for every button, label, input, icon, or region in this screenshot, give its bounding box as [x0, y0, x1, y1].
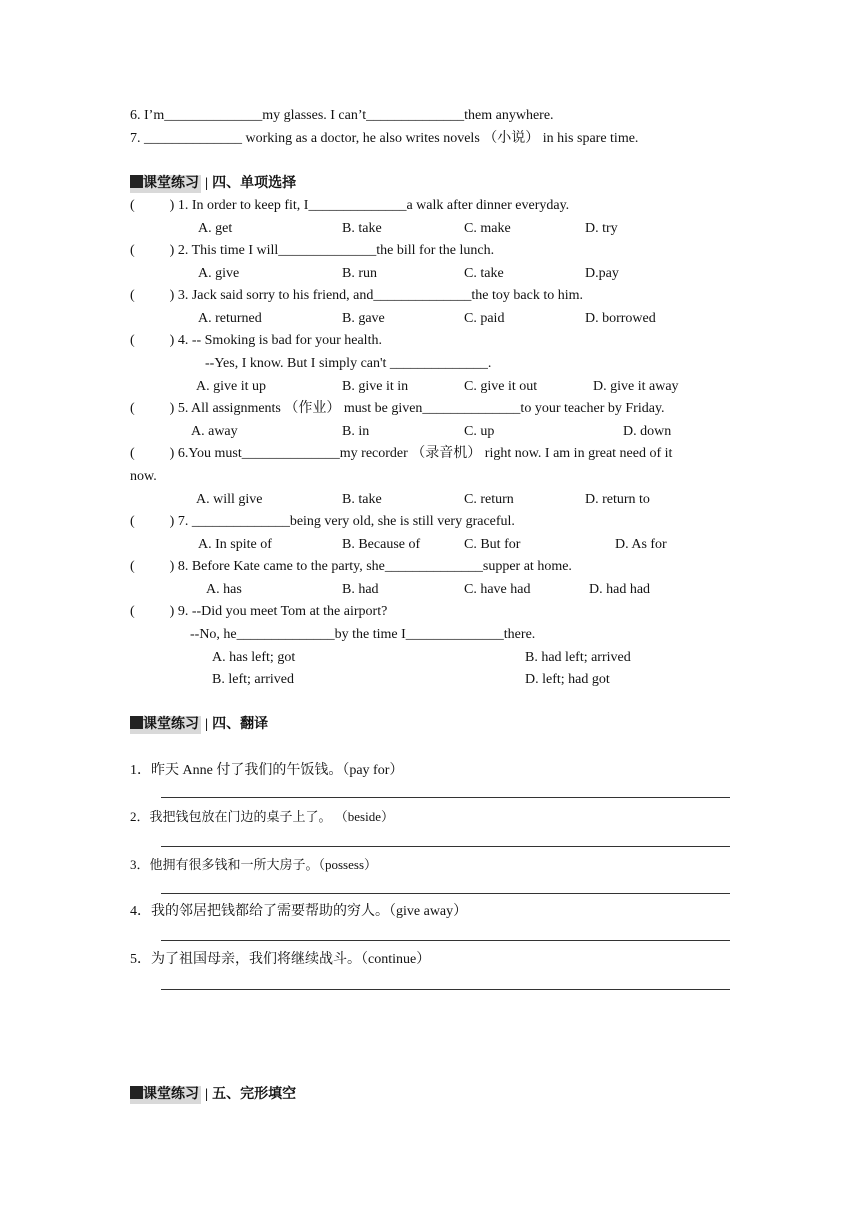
option-c: C. paid: [464, 311, 505, 326]
question-stem-continued: --Yes, I know. But I simply can't ______________.: [205, 356, 492, 371]
option-b: B. take: [342, 221, 382, 236]
translation-item-1: 1．昨天 Anne 付了我们的午饭钱。（pay for）: [130, 763, 404, 778]
option-b: B. gave: [342, 311, 385, 326]
translation-item-4: 4．我的邻居把钱都给了需要帮助的穷人。（give away）: [130, 904, 468, 919]
section-tag: [130, 175, 201, 193]
section-title: 五、完形填空: [212, 1087, 297, 1102]
option-a: A. get: [198, 221, 233, 236]
translation-item-5: 5．为了祖国母亲，我们将继续战斗。（continue）: [130, 952, 431, 967]
option-d: D. try: [585, 221, 618, 236]
section-tag-label: 课堂练习: [143, 176, 199, 191]
answer-line[interactable]: [161, 797, 730, 798]
section-header-cloze: [130, 1086, 296, 1104]
question-stem: ( ) 1. In order to keep fit, I______________a walk after dinner everyday.: [130, 198, 570, 213]
option-a: A. has: [206, 582, 242, 597]
option-d: D. had had: [589, 582, 651, 597]
option-a: A. In spite of: [198, 537, 272, 552]
option-b: B. Because of: [342, 537, 421, 552]
square-bullet-icon: [130, 1086, 143, 1099]
option-c: C. take: [464, 266, 504, 281]
question-stem: ( ) 5. All assignments （作业） must be given______________to your teacher by Friday.: [130, 401, 665, 416]
section-title: 四、单项选择: [212, 176, 297, 191]
option-a: A. give it up: [196, 379, 266, 394]
option-d: D. return to: [585, 492, 650, 507]
square-bullet-icon: [130, 716, 143, 729]
section-header-single-choice: [130, 175, 296, 193]
option-b: B. had: [342, 582, 379, 597]
option-a: A. will give: [196, 492, 263, 507]
question-stem: ( ) 9. --Did you meet Tom at the airport?: [130, 604, 388, 619]
option-c: C. make: [464, 221, 511, 236]
section-separator: |: [205, 717, 209, 732]
fill-in-item-6: 6. I’m______________my glasses. I can’t______________them anywhere.: [130, 108, 554, 123]
option-c: C. But for: [464, 537, 521, 552]
option-c: C. return: [464, 492, 514, 507]
option-d: D. down: [623, 424, 672, 439]
option-d: D. As for: [615, 537, 667, 552]
question-stem: ( ) 6.You must______________my recorder （录音机） right now. I am in great need of it: [130, 446, 673, 461]
option-a: A. away: [191, 424, 238, 439]
section-title: 四、翻译: [212, 717, 269, 732]
square-bullet-icon: [130, 175, 143, 188]
option-a: A. returned: [198, 311, 262, 326]
section-tag-label: 课堂练习: [143, 717, 199, 732]
option-a: A. has left; got: [212, 650, 296, 665]
option-d: D. give it away: [593, 379, 679, 394]
option-c: B. left; arrived: [212, 672, 295, 687]
option-c: C. give it out: [464, 379, 538, 394]
option-c: C. have had: [464, 582, 531, 597]
answer-line[interactable]: [161, 893, 730, 894]
answer-line[interactable]: [161, 846, 730, 847]
option-d: D.pay: [585, 266, 619, 281]
question-stem-continued: now.: [130, 469, 157, 484]
translation-item-2: 2．我把钱包放在门边的桌子上了。 （beside）: [130, 809, 394, 824]
question-stem: ( ) 8. Before Kate came to the party, she______________supper at home.: [130, 559, 572, 574]
answer-line[interactable]: [161, 940, 730, 941]
option-b: B. had left; arrived: [525, 650, 631, 665]
option-b: B. give it in: [342, 379, 409, 394]
option-b: B. in: [342, 424, 370, 439]
section-separator: |: [205, 176, 209, 191]
fill-in-item-7: 7. ______________ working as a doctor, he also writes novels （小说） in his spare time.: [130, 131, 639, 146]
question-stem: ( ) 3. Jack said sorry to his friend, and______________the toy back to him.: [130, 288, 583, 303]
option-d: D. left; had got: [525, 672, 610, 687]
question-stem: ( ) 7. ______________being very old, she is still very graceful.: [130, 514, 515, 529]
option-c: C. up: [464, 424, 495, 439]
section-tag-label: 课堂练习: [143, 1087, 199, 1102]
question-stem-continued: --No, he______________by the time I______________there.: [190, 627, 536, 642]
question-stem: ( ) 2. This time I will______________the bill for the lunch.: [130, 243, 495, 258]
answer-line[interactable]: [161, 989, 730, 990]
section-tag: [130, 1086, 201, 1104]
option-b: B. take: [342, 492, 382, 507]
section-tag: [130, 716, 201, 734]
option-d: D. borrowed: [585, 311, 656, 326]
translation-item-3: 3．他拥有很多钱和一所大房子。（possess）: [130, 857, 378, 872]
option-a: A. give: [198, 266, 240, 281]
question-stem: ( ) 4. -- Smoking is bad for your health.: [130, 333, 382, 348]
section-separator: |: [205, 1087, 209, 1102]
section-header-translation: [130, 716, 268, 734]
option-b: B. run: [342, 266, 377, 281]
